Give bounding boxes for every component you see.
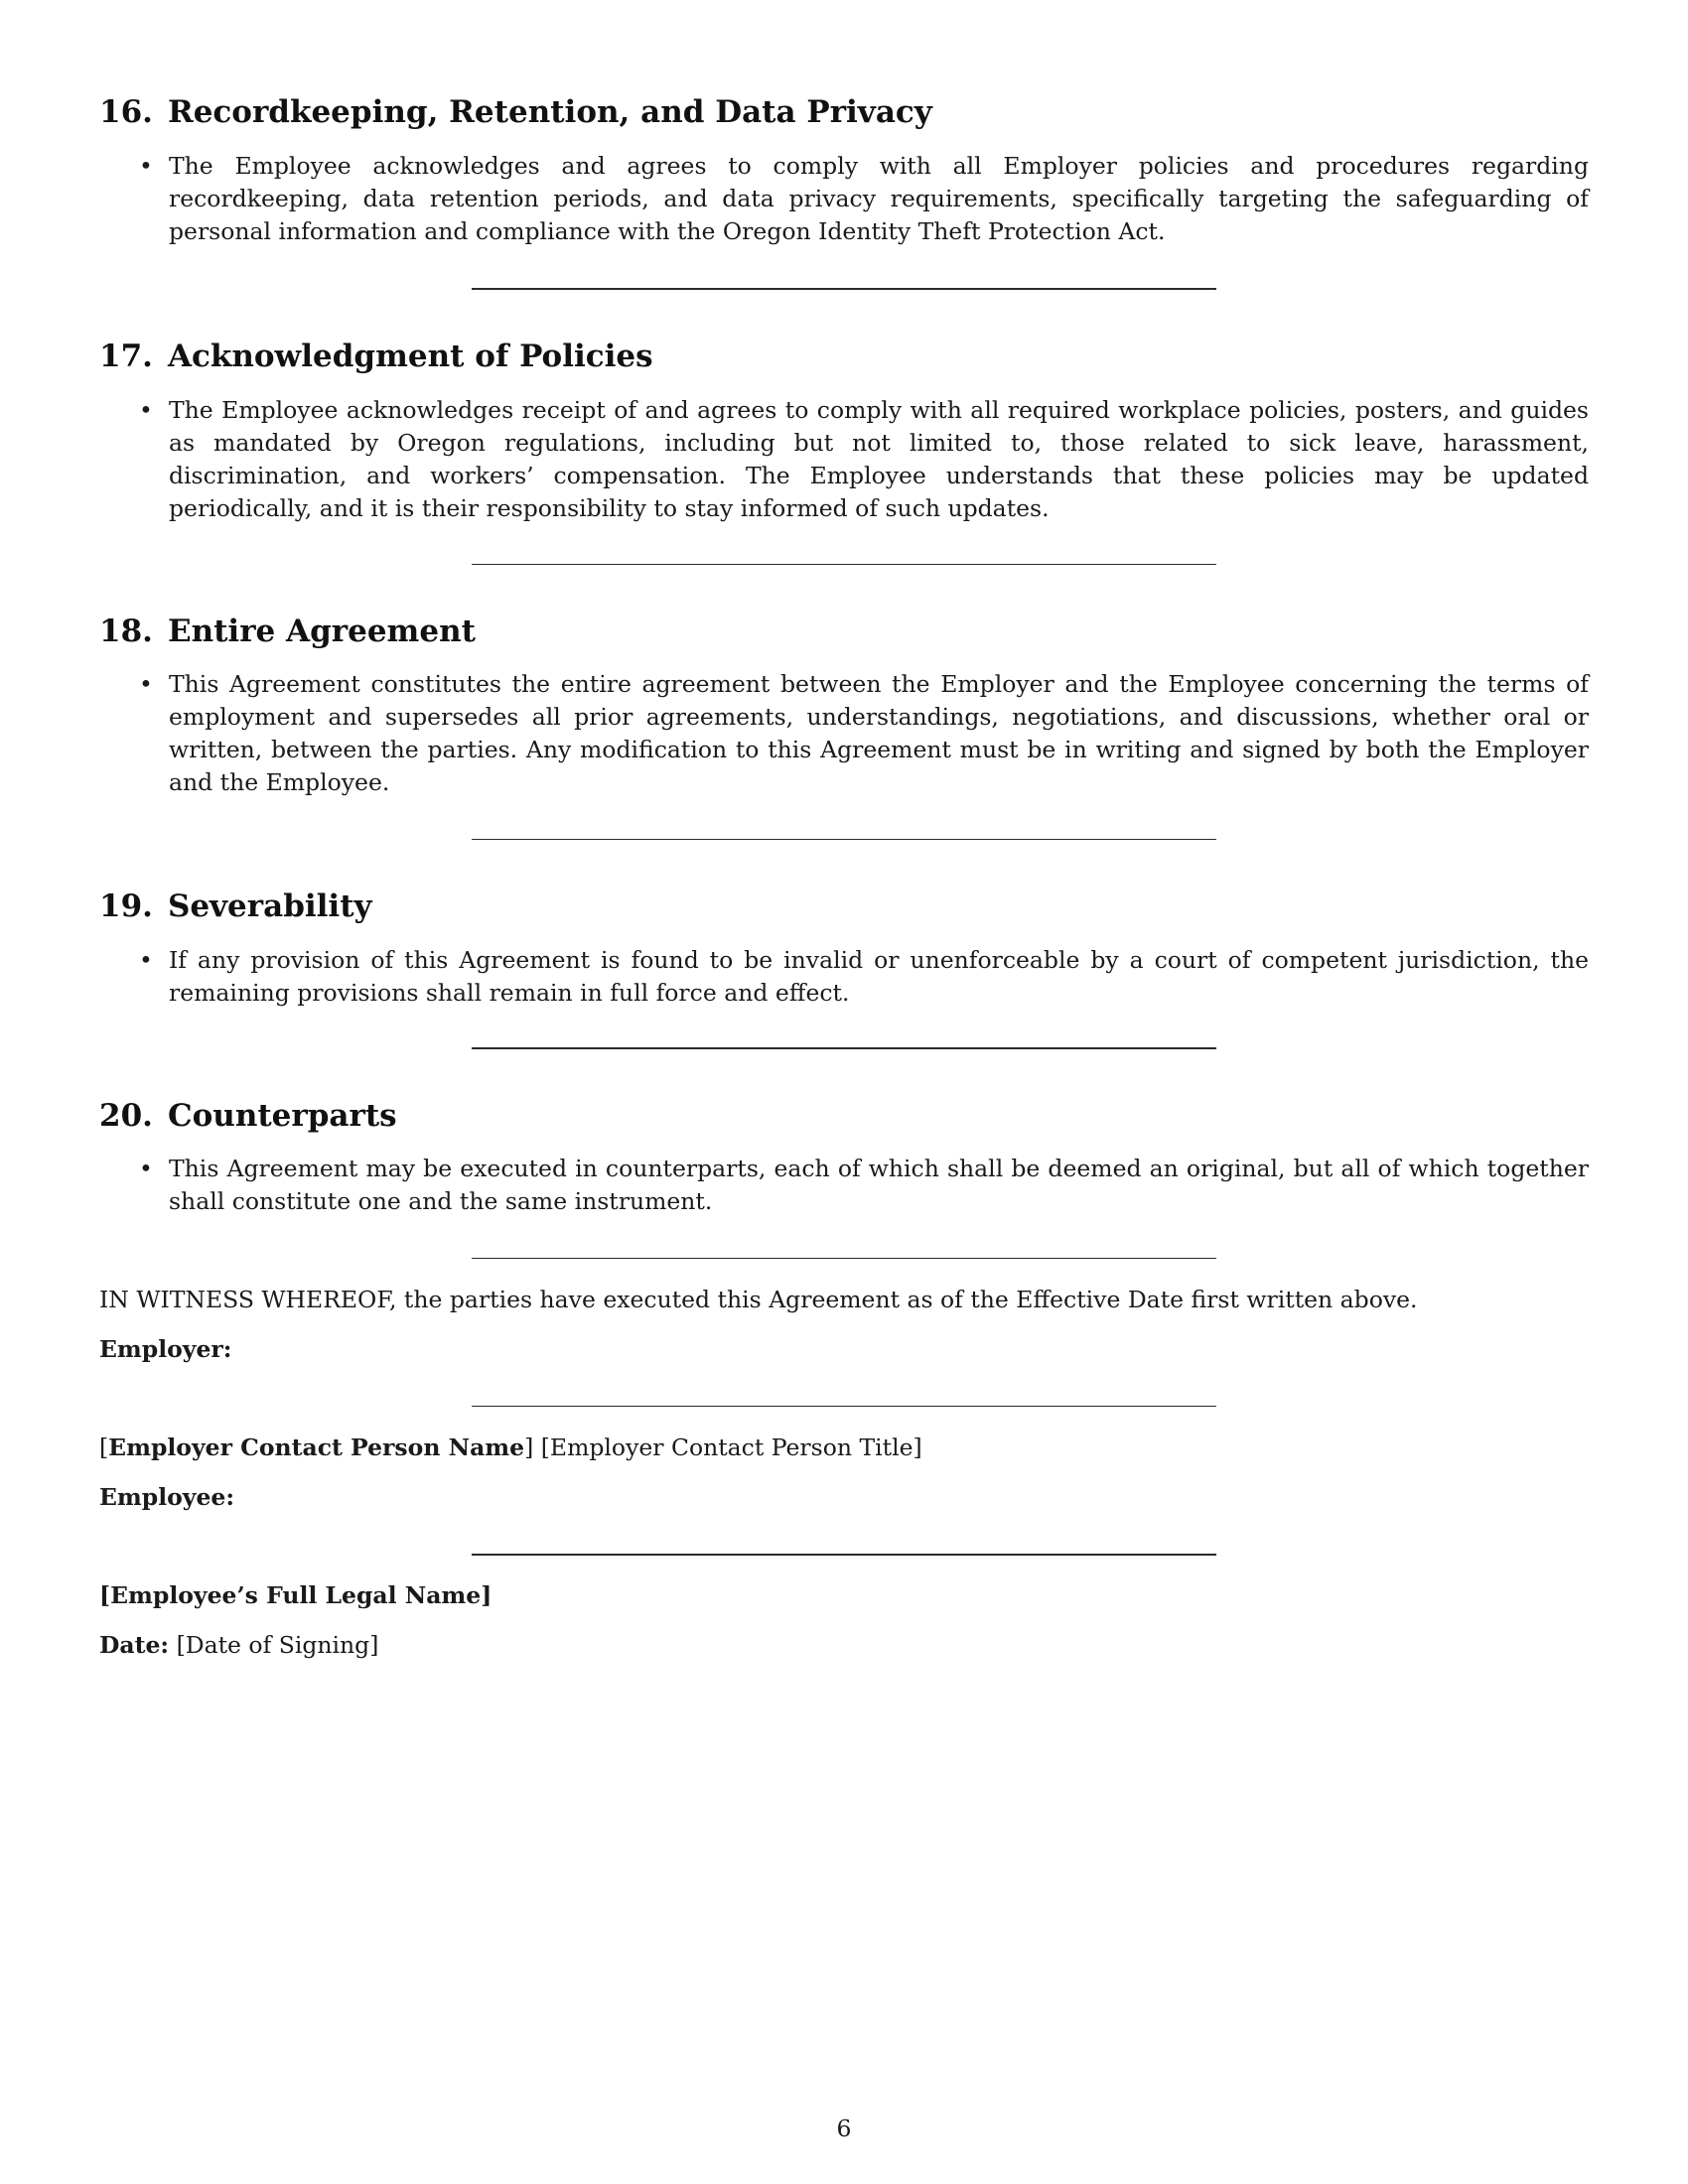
section-title: Severability xyxy=(167,888,372,924)
section-19-heading xyxy=(99,887,372,926)
section-text: If any provision of this Agreement is found to be invalid or unenforceable by a court of competent jurisdiction, the remaining provisions shall remain in full force and effect. xyxy=(169,946,1589,1007)
employer-contact-name: Employer Contact Person Name xyxy=(108,1433,525,1461)
section-number: 19. xyxy=(99,888,153,924)
bullet-icon: • xyxy=(139,1155,153,1182)
bullet-icon: • xyxy=(139,152,153,180)
section-title: Recordkeeping, Retention, and Data Privacy xyxy=(167,94,932,130)
section-number: 16. xyxy=(99,94,153,130)
section-divider xyxy=(472,564,1216,565)
section-16-bullet xyxy=(129,150,1589,248)
section-number: 17. xyxy=(99,339,153,374)
witness-statement: IN WITNESS WHEREOF, the parties have executed this Agreement as of the Effective Date first written above. xyxy=(99,1286,1418,1313)
employer-signatory: [Employer Contact Person Name] [Employer Contact Person Title] xyxy=(99,1433,922,1461)
section-number: 18. xyxy=(99,614,153,649)
section-text: The Employee acknowledges receipt of and agrees to comply with all required workplace policies, posters, and guides as mandated by Oregon regulations, including but not limited to, those related to sick leave, harassment, discrimination, and workers’ compensation. The Employee understands that these policies may be updated periodically, and it is their responsibility to stay informed of such updates. xyxy=(169,396,1589,522)
employer-label: Employer: xyxy=(99,1335,232,1363)
employer-signature-line xyxy=(472,1406,1216,1407)
employee-signatory: [Employee’s Full Legal Name] xyxy=(99,1581,492,1609)
bullet-icon: • xyxy=(139,946,153,974)
section-number: 20. xyxy=(99,1098,153,1134)
bullet-icon: • xyxy=(139,396,153,424)
section-divider xyxy=(472,288,1216,290)
page-number: 6 xyxy=(836,2115,852,2142)
section-divider xyxy=(472,839,1216,840)
document-page xyxy=(99,0,1589,2184)
section-19-bullet xyxy=(129,944,1589,1010)
date-value: [Date of Signing] xyxy=(176,1631,379,1659)
date-label: Date: xyxy=(99,1631,170,1659)
employee-label: Employee: xyxy=(99,1483,235,1511)
section-text: This Agreement constitutes the entire agreement between the Employer and the Employee concerning the terms of employment and supersedes all prior agreements, understandings, negotiations, and discussions, whether oral or written, between the parties. Any modification to this Agreement must be in writing and signed by both the Employer and the Employee. xyxy=(169,670,1589,796)
section-18-bullet xyxy=(129,668,1589,799)
section-17-bullet xyxy=(129,394,1589,525)
section-text: The Employee acknowledges and agrees to comply with all Employer policies and procedures regarding recordkeeping, data retention periods, and data privacy requirements, specifically targeting the safeguarding of personal information and compliance with the Oregon Identity Theft Protection Act. xyxy=(169,152,1589,245)
section-20-bullet xyxy=(129,1153,1589,1218)
section-divider xyxy=(472,1047,1216,1049)
section-title: Entire Agreement xyxy=(167,614,476,649)
date-line xyxy=(99,1629,378,1662)
employee-signature-line xyxy=(472,1554,1216,1556)
section-16-heading xyxy=(99,92,932,132)
employer-contact-title: [Employer Contact Person Title] xyxy=(540,1433,922,1461)
section-text: This Agreement may be executed in counterparts, each of which shall be deemed an original, but all of which together shall constitute one and the same instrument. xyxy=(169,1155,1589,1215)
section-18-heading xyxy=(99,612,476,651)
section-17-heading xyxy=(99,337,653,376)
section-title: Acknowledgment of Policies xyxy=(167,339,653,374)
bullet-icon: • xyxy=(139,670,153,698)
employee-full-name: Employee’s Full Legal Name xyxy=(110,1581,482,1609)
section-title: Counterparts xyxy=(167,1098,397,1134)
section-20-heading xyxy=(99,1096,397,1136)
section-divider xyxy=(472,1258,1216,1259)
